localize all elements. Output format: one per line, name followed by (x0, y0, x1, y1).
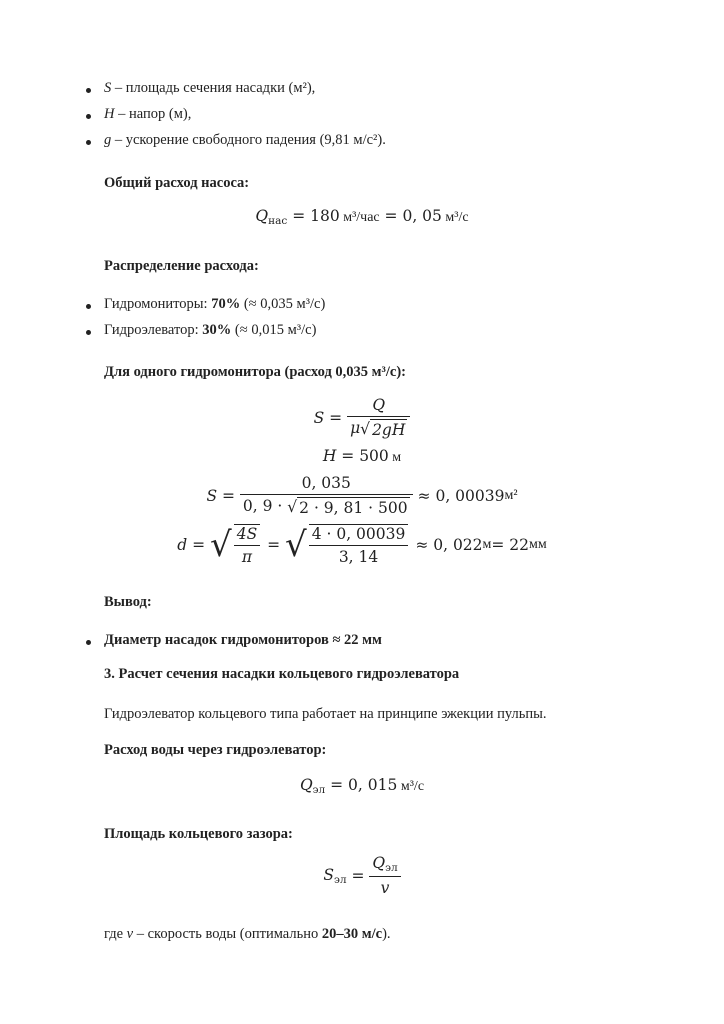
equation-d (0, 523, 724, 566)
math-S: S (206, 486, 218, 505)
bullet-dot (86, 640, 91, 645)
equation-S-numeric (0, 474, 724, 517)
math-H: H (322, 447, 337, 465)
math-text: = 500 (336, 447, 389, 465)
radicand: 2 · 9, 81 · 500 (299, 499, 408, 517)
frac-den: v (369, 876, 400, 897)
equation-Q-el (0, 776, 724, 796)
math-text: = 0, 015 (325, 776, 398, 794)
fraction (234, 524, 260, 566)
math-unit: м (388, 450, 402, 465)
math-eq: = (346, 866, 370, 885)
frac-num: 4S (236, 525, 258, 543)
conclusion-bullet: Диаметр насадок гидромониторов ≈ 22 мм (104, 632, 382, 648)
frac-den: 3, 14 (309, 545, 409, 566)
math-sub: эл (385, 862, 398, 874)
item-label: Гидромониторы: (104, 296, 212, 312)
radicand: 2gH (372, 421, 406, 439)
bullet-dot (86, 330, 91, 335)
fraction (369, 854, 400, 897)
heading-distribution: Распределение расхода: (104, 258, 259, 274)
fraction (240, 474, 413, 517)
item-percent: 70% (211, 296, 241, 312)
bullet-text: – ускорение свободного падения (9,81 м/с²). (111, 132, 386, 148)
math-result: ≈ 0, 022 (415, 535, 483, 554)
math-mu: μ (350, 419, 361, 437)
math-unit: м³/с (397, 779, 425, 794)
bullet-dot (86, 88, 91, 93)
item-value: (≈ 0,035 м³/с) (240, 296, 326, 312)
heading-gap-area: Площадь кольцевого зазора: (104, 826, 293, 842)
sqrt-icon: √ (210, 524, 232, 565)
distribution-item-monitors (104, 296, 325, 313)
frac-den-pre: 0, 9 · (242, 497, 288, 515)
item-label: Гидроэлеватор: (104, 322, 203, 338)
var-v: v (126, 926, 134, 942)
var-g: g (104, 132, 112, 148)
math-eq: = (324, 408, 348, 427)
heading-conclusion: Вывод: (104, 594, 152, 610)
equation-total-flow (0, 207, 724, 227)
footer-line (104, 926, 391, 943)
math-S: S (323, 865, 334, 884)
heading-water-flow: Расход воды через гидроэлеватор: (104, 742, 327, 758)
var-S: S (104, 80, 112, 96)
section3-text: Гидроэлеватор кольцевого типа работает на принципе эжекции пульпы. (104, 706, 547, 722)
section3-title: 3. Расчет сечения насадки кольцевого гидроэлеватора (104, 666, 460, 682)
sqrt-icon: √ (287, 498, 298, 516)
frac-num: 0, 035 (301, 474, 351, 492)
frac-num: Q (372, 854, 386, 872)
sqrt-icon: √ (360, 420, 371, 438)
math-text: = 180 (287, 207, 340, 225)
text: ). (382, 926, 391, 942)
math-unit: м³/час (339, 210, 380, 225)
bullet-text: – площадь сечения насадки (м²), (111, 80, 316, 96)
equation-S-formula (0, 396, 724, 439)
math-sub: эл (312, 784, 326, 796)
bullet-text: – напор (м), (114, 106, 192, 122)
bullet-dot (86, 304, 91, 309)
fraction (309, 524, 409, 566)
text-bold: 20–30 м/с (321, 926, 383, 942)
item-value: (≈ 0,015 м³/с) (231, 322, 317, 338)
heading-total-flow: Общий расход насоса: (104, 175, 250, 191)
math-text: = 0, 05 (379, 207, 442, 225)
bullet-S (104, 80, 315, 97)
item-percent: 30% (202, 322, 232, 338)
math-sub: нас (268, 215, 288, 227)
bullet-g (104, 132, 386, 149)
fraction (347, 396, 410, 439)
sqrt-icon: √ (285, 524, 307, 565)
frac-den: π (234, 545, 260, 566)
math-S: S (313, 408, 325, 427)
text: где (104, 926, 127, 942)
math-eq: = (217, 486, 240, 505)
math-result: ≈ 0, 00039 (417, 486, 505, 505)
bullet-dot (86, 114, 91, 119)
distribution-item-elevator (104, 322, 316, 339)
frac-num: 4 · 0, 00039 (311, 525, 406, 543)
equation-H (0, 447, 724, 466)
math-d: d (177, 535, 188, 554)
bullet-H (104, 106, 191, 123)
math-eq: = (262, 535, 286, 554)
math-eq: = (187, 535, 211, 554)
math-text: = 22 (491, 535, 530, 554)
math-Q: Q (299, 776, 313, 794)
math-sub: эл (333, 873, 347, 886)
math-unit: м (482, 536, 492, 552)
text: – скорость воды (оптимально (133, 926, 322, 942)
math-unit: мм (529, 536, 547, 552)
equation-S-el (0, 854, 724, 897)
bullet-dot (86, 140, 91, 145)
math-unit: м³/с (441, 210, 469, 225)
frac-num: Q (372, 396, 386, 414)
heading-one-monitor: Для одного гидромонитора (расход 0,035 м³/с): (104, 364, 407, 380)
math-Q: Q (255, 207, 269, 225)
math-unit: м² (504, 487, 518, 503)
var-H: H (104, 106, 115, 122)
